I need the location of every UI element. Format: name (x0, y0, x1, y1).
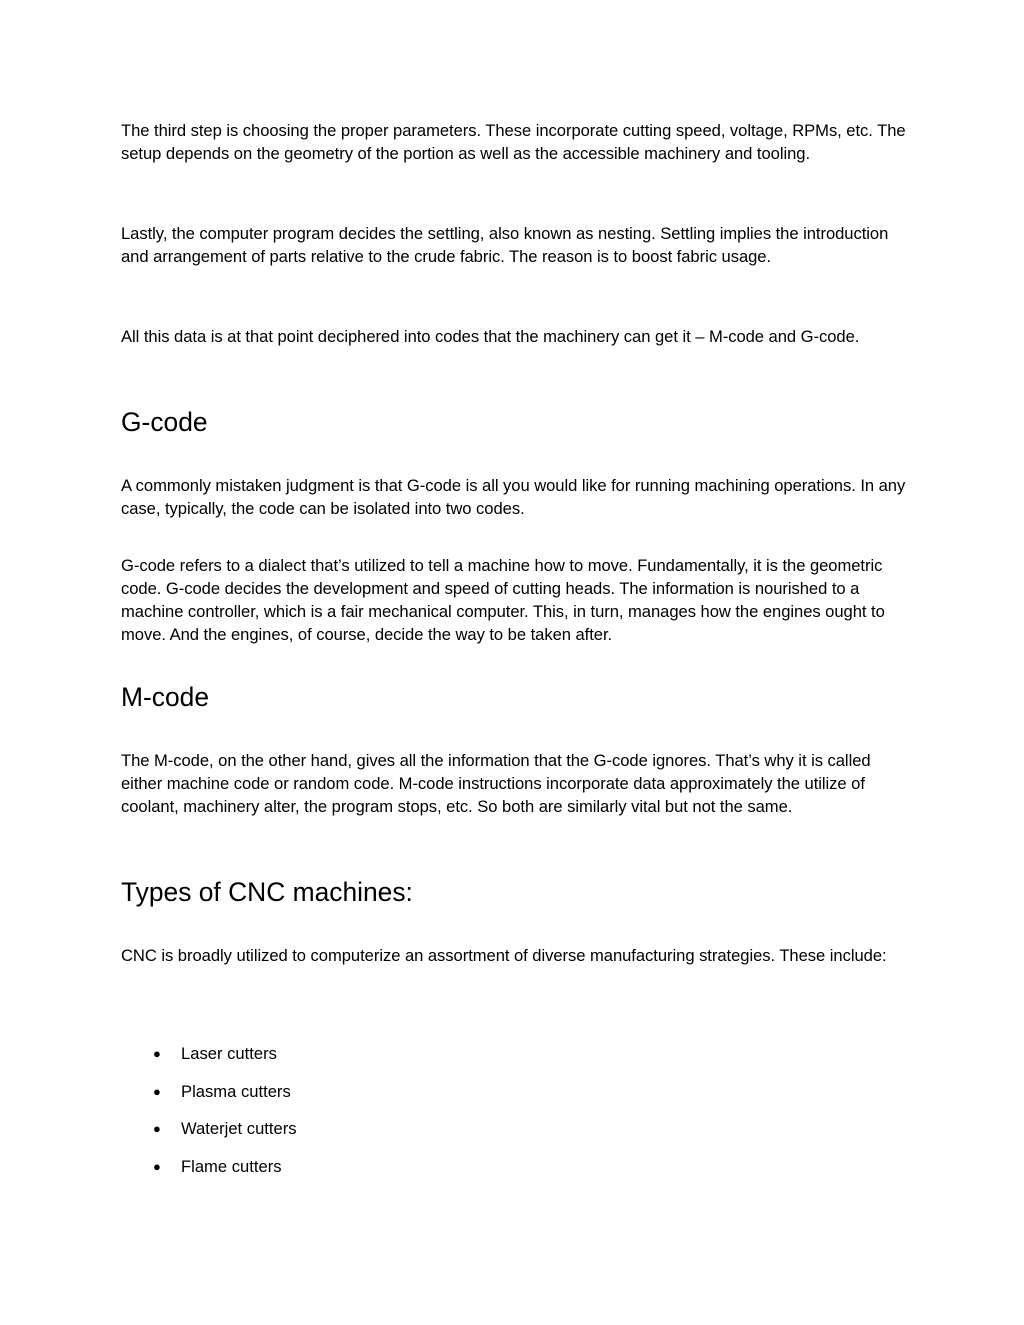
bullet-icon: ● (153, 1121, 161, 1136)
paragraph-gcode-definition: G-code refers to a dialect that’s utilized to tell a machine how to move. Fundamentally, it is the geometric code. G-code decides the development and speed of cutting heads. The information is nourished to a machine controller, which is a fair mechanical computer. This, in turn, manages how the engines ought to move. And the engines, of course, decide the way to be taken after. (121, 556, 885, 645)
list-item-label: Flame cutters (181, 1156, 282, 1176)
list-item (121, 1042, 297, 1080)
list-item (121, 1080, 297, 1118)
paragraph-parameters: The third step is choosing the proper parameters. These incorporate cutting speed, voltage, RPMs, etc. The setup depends on the geometry of the portion as well as the accessible machinery and tooling. (121, 121, 906, 164)
bullet-icon: ● (153, 1046, 161, 1061)
paragraph-gcode-misconception: A commonly mistaken judgment is that G-code is all you would like for running machining operations. In any case, typically, the code can be isolated into two codes. (121, 476, 906, 519)
paragraph-codes: All this data is at that point deciphered into codes that the machinery can get it – M-code and G-code. (121, 327, 860, 346)
paragraph-cnc-intro: CNC is broadly utilized to computerize an assortment of diverse manufacturing strategies. These include: (121, 946, 887, 965)
list-item-label: Laser cutters (181, 1044, 277, 1063)
paragraph-mcode-definition: The M-code, on the other hand, gives all the information that the G-code ignores. That’s why it is called either machine code or random code. M-code instructions incorporate data approximately the utilize of coolant, machinery alter, the program stops, etc. So both are similarly vital but not the same. (121, 751, 871, 817)
heading-cnc-types: Types of CNC machines: (121, 877, 413, 907)
bullet-icon: ● (153, 1083, 161, 1099)
paragraph-nesting: Lastly, the computer program decides the settling, also known as nesting. Settling implies the introduction and arrangement of parts relative to the crude fabric. The reason is to boost fabric usage. (121, 224, 889, 267)
bullet-icon: ● (153, 1158, 161, 1174)
heading-gcode: G-code (121, 407, 208, 437)
list-item-label: Plasma cutters (181, 1081, 291, 1101)
cnc-types-list (121, 1042, 297, 1192)
list-item-label: Waterjet cutters (181, 1119, 297, 1138)
list-item (121, 1155, 297, 1193)
heading-mcode: M-code (121, 682, 209, 712)
list-item (121, 1117, 297, 1155)
